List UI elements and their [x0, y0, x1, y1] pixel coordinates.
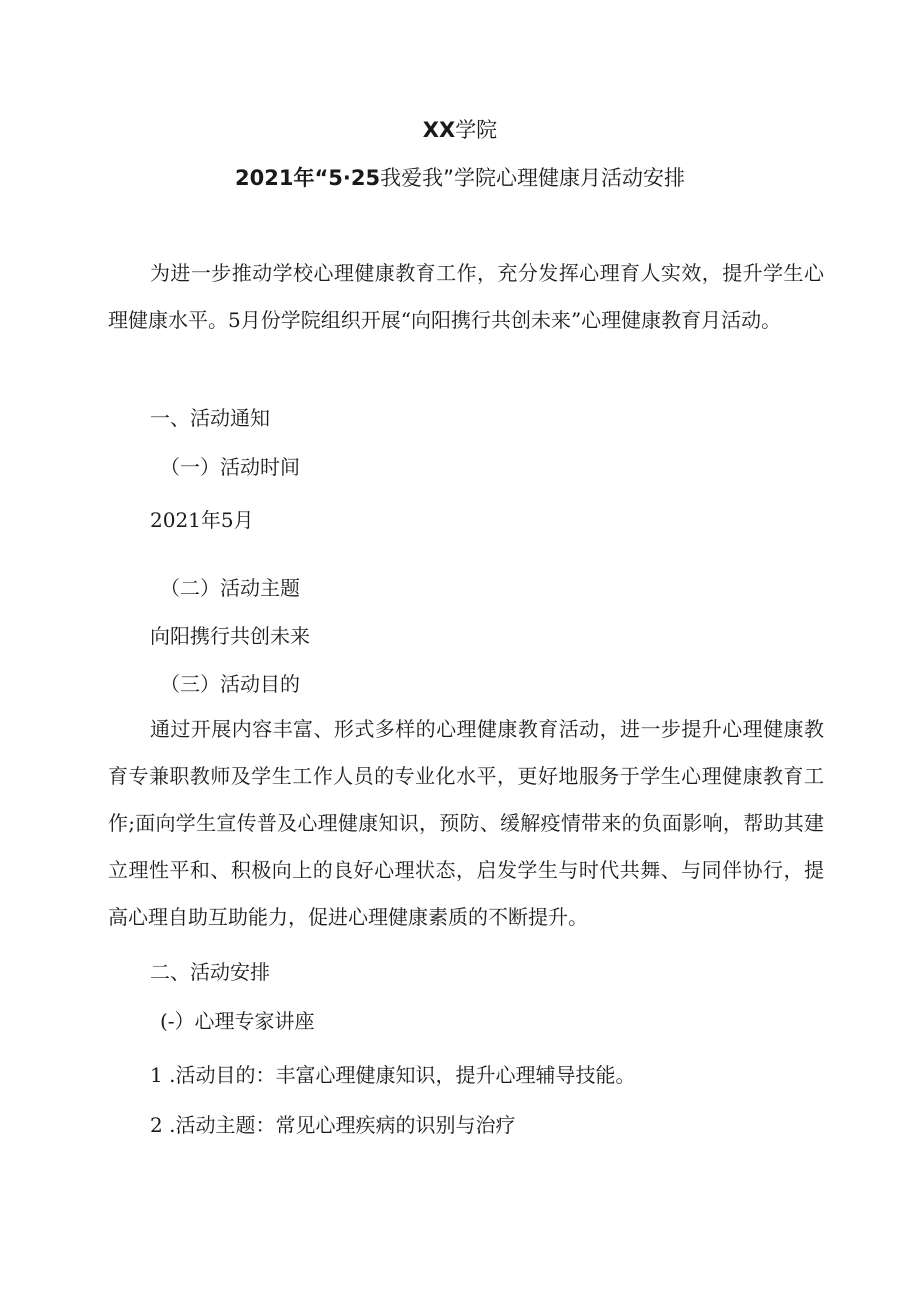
lecture-heading: (-）心理专家讲座: [160, 1009, 315, 1033]
section-2-heading: 二、活动安排: [150, 960, 270, 984]
document-title-rest: 我爱我”学院心理健康月活动安排: [380, 166, 685, 190]
activity-time-value: 2021年5月: [150, 508, 254, 532]
activity-purpose-heading: （三）活动目的: [160, 672, 300, 696]
school-name: [0, 116, 920, 144]
intro-paragraph: 为进一步推动学校心理健康教育工作，充分发挥心理育人实效，提升学生心理健康水平。5月份学院组织开展“向阳携行共创未来”心理健康教育月活动。: [108, 261, 824, 332]
activity-theme-heading: （二）活动主题: [160, 576, 300, 600]
school-name-bold: XX: [422, 118, 456, 142]
school-name-rest: 学院: [455, 118, 498, 142]
activity-theme-value: 向阳携行共创未来: [150, 624, 310, 648]
lecture-item-2: 2 .活动主题：常见心理疾病的识别与治疗: [150, 1113, 516, 1137]
document-title: [0, 164, 920, 192]
document-title-bold: 2021年“5·25: [235, 166, 381, 190]
activity-time-heading: （一）活动时间: [160, 455, 300, 479]
activity-purpose-paragraph: 通过开展内容丰富、形式多样的心理健康教育活动，进一步提升心理健康教育专兼职教师及学生工作人员的专业化水平，更好地服务于学生心理健康教育工作;面向学生宣传普及心理健康知识，预防、缓解疫情带来的负面影响，帮助其建立理性平和、积极向上的良好心理状态，启发学生与时代共舞、与同伴协行，提高心理自助互助能力，促进心理健康素质的不断提升。: [108, 717, 824, 929]
section-1-heading: 一、活动通知: [150, 406, 270, 430]
lecture-item-1: 1 .活动目的：丰富心理健康知识，提升心理辅导技能。: [150, 1063, 636, 1087]
